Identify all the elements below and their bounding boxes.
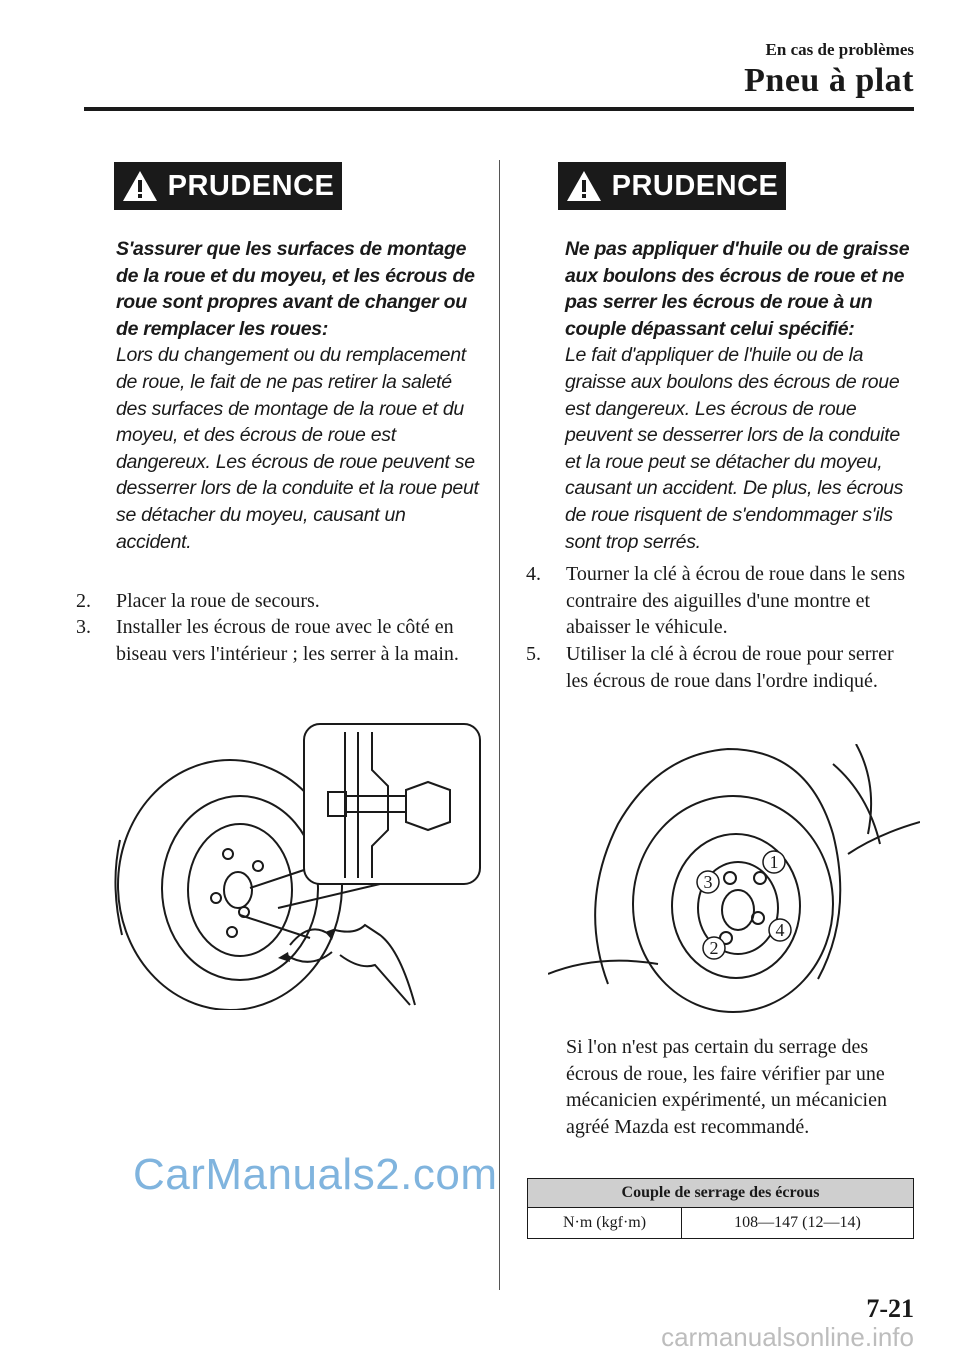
caution-heading: S'assurer que les surfaces de montage de la roue et du moyeu, et les écrous de roue sont propres avant de changer ou de remplacer les roues: (116, 238, 475, 340)
caution-banner-right (558, 162, 786, 210)
step-text: Placer la roue de secours. (116, 590, 320, 612)
step-4 (526, 561, 916, 641)
footer-watermark: carmanualsonline.info (661, 1322, 914, 1352)
header-rule (84, 107, 914, 111)
step-number: 3. (76, 616, 91, 638)
caution-label: PRUDENCE (611, 169, 779, 202)
caution-body: Lors du changement ou du remplacement de roue, le fait de ne pas retirer la saleté des surfaces de montage de la roue et du moyeu, et des écrous de roue est dangereux. Les écrous de roue peuvent se desserrer lors de la conduite et la roue peut se détacher du moyeu, causant un accident. (116, 344, 479, 553)
warning-icon (122, 170, 158, 202)
tightening-order-illustration (548, 744, 920, 1014)
caution-label: PRUDENCE (167, 169, 335, 202)
column-divider (499, 160, 500, 1290)
caution-banner-left (114, 162, 342, 210)
verification-note: Si l'on n'est pas certain du serrage des écrous de roue, les faire vérifier par une mécanicien expérimenté, un mécanicien agréé Mazda est recommandé. (566, 1036, 887, 1138)
order-label-1: 1 (769, 852, 779, 872)
step-3 (76, 614, 486, 667)
step-5 (526, 641, 916, 694)
caution-body: Le fait d'appliquer de l'huile ou de la graisse aux boulons des écrous de roue est dangereux. Les écrous de roue peuvent se desserrer lors de la conduite et la roue peut se détacher du moyeu, causant un accident. De plus, les écrous de roue risquent de s'endommager s'ils sont trop serrés. (565, 344, 904, 553)
caution-text-left (116, 236, 484, 555)
step-text: Tourner la clé à écrou de roue dans le sens contraire des aiguilles d'une montre et abaisser le véhicule. (566, 563, 906, 639)
section-title: En cas de problèmes (765, 40, 914, 59)
step-text: Installer les écrous de roue avec le côté en biseau vers l'intérieur ; les serrer à la main. (116, 616, 459, 665)
caution-heading: Ne pas appliquer d'huile ou de graisse aux boulons des écrous de roue et ne pas serrer les écrous de roue à un couple dépassant celui spécifié: (565, 238, 910, 340)
step-2 (76, 588, 486, 615)
step-text: Utiliser la clé à écrou de roue pour serrer les écrous de roue dans l'ordre indiqué. (566, 643, 894, 692)
torque-value: 108—147 (12—14) (682, 1208, 914, 1239)
torque-table-title: Couple de serrage des écrous (528, 1179, 914, 1208)
wheel-nut-install-illustration (110, 720, 485, 1010)
order-label-3: 3 (703, 872, 713, 892)
step-number: 2. (76, 590, 91, 612)
caution-text-right (565, 236, 915, 555)
warning-icon (566, 170, 602, 202)
step-number: 5. (526, 643, 541, 665)
step-number: 4. (526, 563, 541, 585)
page-number: 7-21 (866, 1294, 914, 1323)
torque-unit: N·m (kgf·m) (528, 1208, 682, 1239)
torque-table (527, 1178, 914, 1239)
watermark: CarManuals2.com (133, 1150, 498, 1199)
order-label-4: 4 (775, 920, 785, 940)
order-label-2: 2 (709, 938, 719, 958)
page-title: Pneu à plat (744, 62, 914, 99)
